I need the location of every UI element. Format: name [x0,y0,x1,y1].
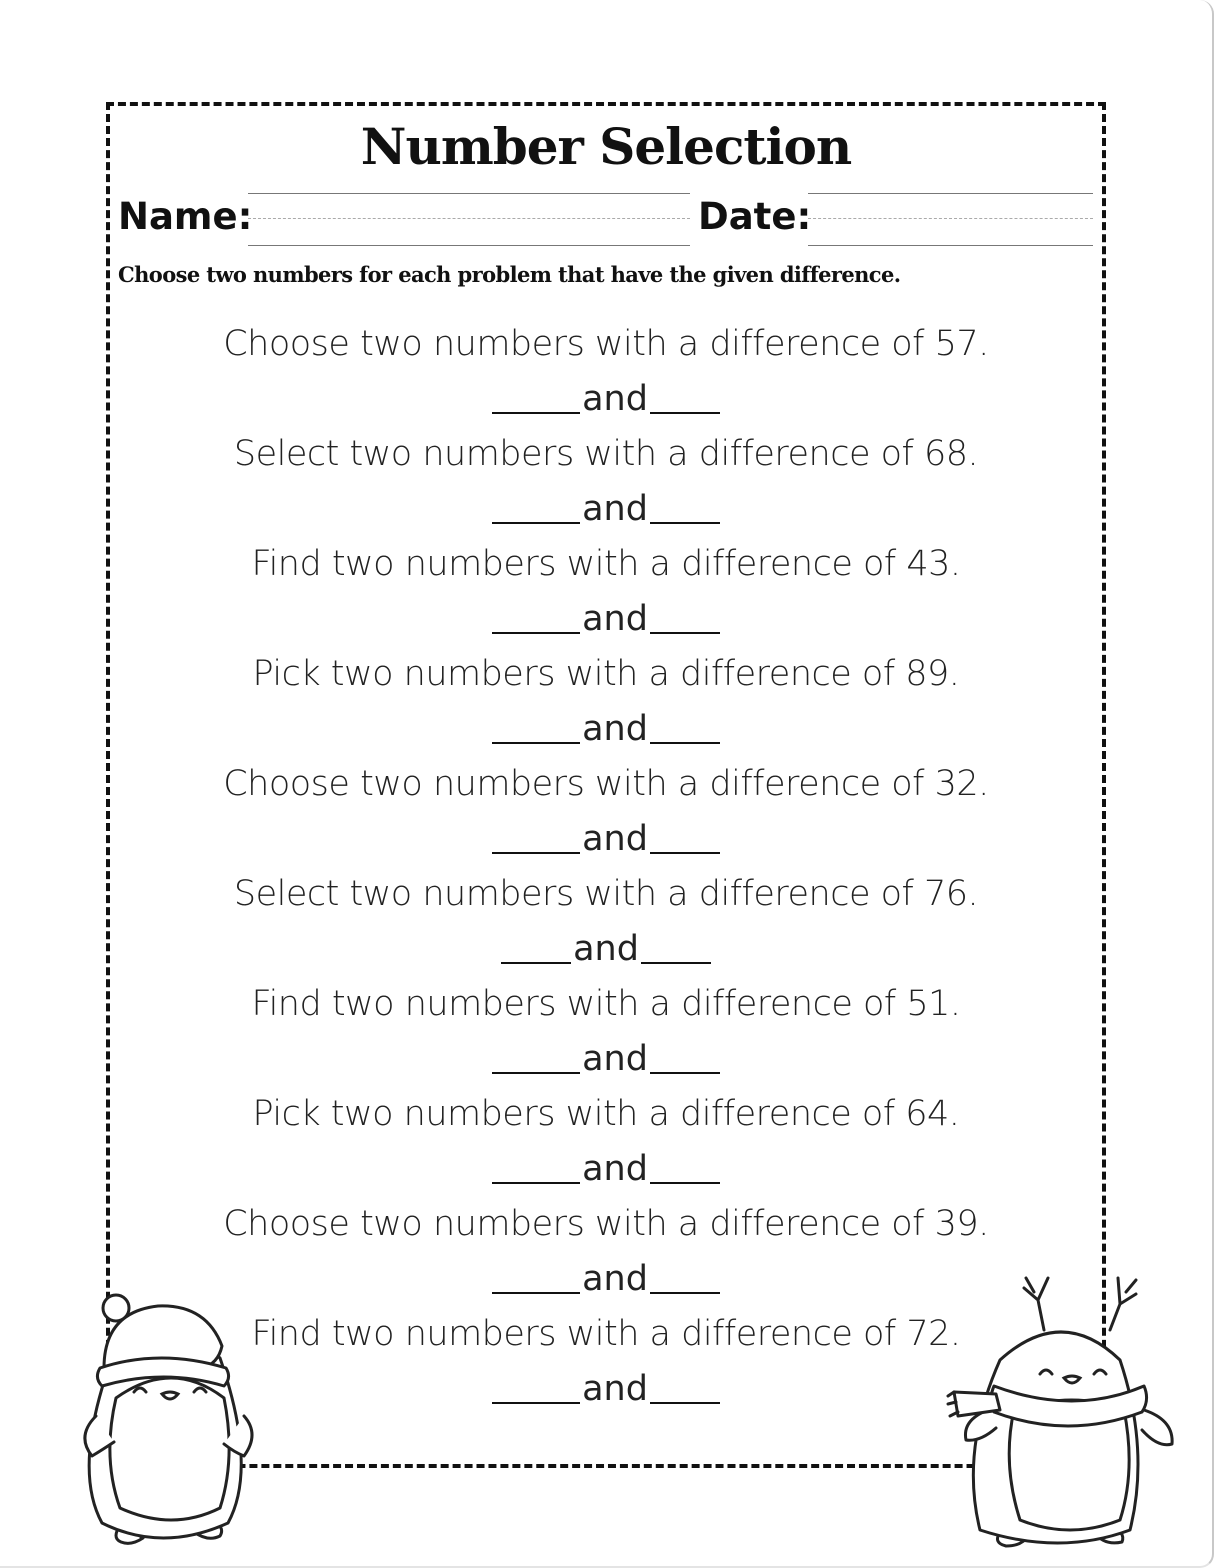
first-number-blank[interactable] [492,412,580,414]
second-number-blank[interactable] [650,852,720,854]
and-connector: and [582,819,648,859]
and-connector: and [582,489,648,529]
and-connector: and [582,1039,648,1079]
problem-item [106,866,1106,976]
answer-row [106,372,1106,426]
problem-item [106,426,1106,536]
problem-question: Find two numbers with a difference of 51. [251,984,961,1024]
second-number-blank[interactable] [650,1402,720,1404]
answer-row [106,1142,1106,1196]
and-connector: and [582,379,648,419]
answer-row [106,812,1106,866]
answer-row [106,1032,1106,1086]
and-connector: and [582,1259,648,1299]
and-connector: and [582,1149,648,1189]
and-connector: and [573,929,639,969]
problem-question: Select two numbers with a difference of 68. [233,434,979,474]
first-number-blank[interactable] [492,1182,580,1184]
and-connector: and [582,709,648,749]
second-number-blank[interactable] [650,522,720,524]
problem-item [106,1086,1106,1196]
problem-item [106,756,1106,866]
first-number-blank[interactable] [492,1072,580,1074]
answer-row [106,592,1106,646]
problem-question: Choose two numbers with a difference of 57. [223,324,989,364]
first-number-blank[interactable] [492,1292,580,1294]
first-number-blank[interactable] [492,1402,580,1404]
problem-question: Find two numbers with a difference of 72. [251,1314,961,1354]
worksheet-title: Number Selection [360,117,852,176]
problem-question: Select two numbers with a difference of 76. [233,874,979,914]
problem-question: Choose two numbers with a difference of 32. [223,764,989,804]
second-number-blank[interactable] [650,1072,720,1074]
second-number-blank[interactable] [650,1182,720,1184]
answer-row [106,482,1106,536]
problem-question: Choose two numbers with a difference of 39. [223,1204,989,1244]
date-label: Date: [698,195,812,238]
answer-row [106,922,1106,976]
penguin-with-hat-icon [76,1288,266,1560]
problem-item [106,646,1106,756]
name-field[interactable] [248,193,690,247]
problem-item [106,536,1106,646]
first-number-blank[interactable] [492,852,580,854]
first-number-blank[interactable] [492,742,580,744]
date-field[interactable] [808,193,1093,247]
problem-question: Pick two numbers with a difference of 64. [252,1094,960,1134]
first-number-blank[interactable] [492,632,580,634]
second-number-blank[interactable] [650,412,720,414]
answer-row [106,702,1106,756]
second-number-blank[interactable] [650,742,720,744]
first-number-blank[interactable] [492,522,580,524]
problem-item [106,976,1106,1086]
first-number-blank[interactable] [501,962,571,964]
and-connector: and [582,599,648,639]
instructions: Choose two numbers for each problem that have the given difference. [118,262,901,287]
and-connector: and [582,1369,648,1409]
problem-question: Pick two numbers with a difference of 89. [252,654,960,694]
problem-list-rows [106,316,1106,1416]
second-number-blank[interactable] [641,962,711,964]
name-label: Name: [118,195,253,238]
second-number-blank[interactable] [650,1292,720,1294]
problem-question: Find two numbers with a difference of 43. [251,544,961,584]
penguin-with-antlers-icon [944,1270,1180,1560]
second-number-blank[interactable] [650,632,720,634]
problem-item [106,316,1106,426]
